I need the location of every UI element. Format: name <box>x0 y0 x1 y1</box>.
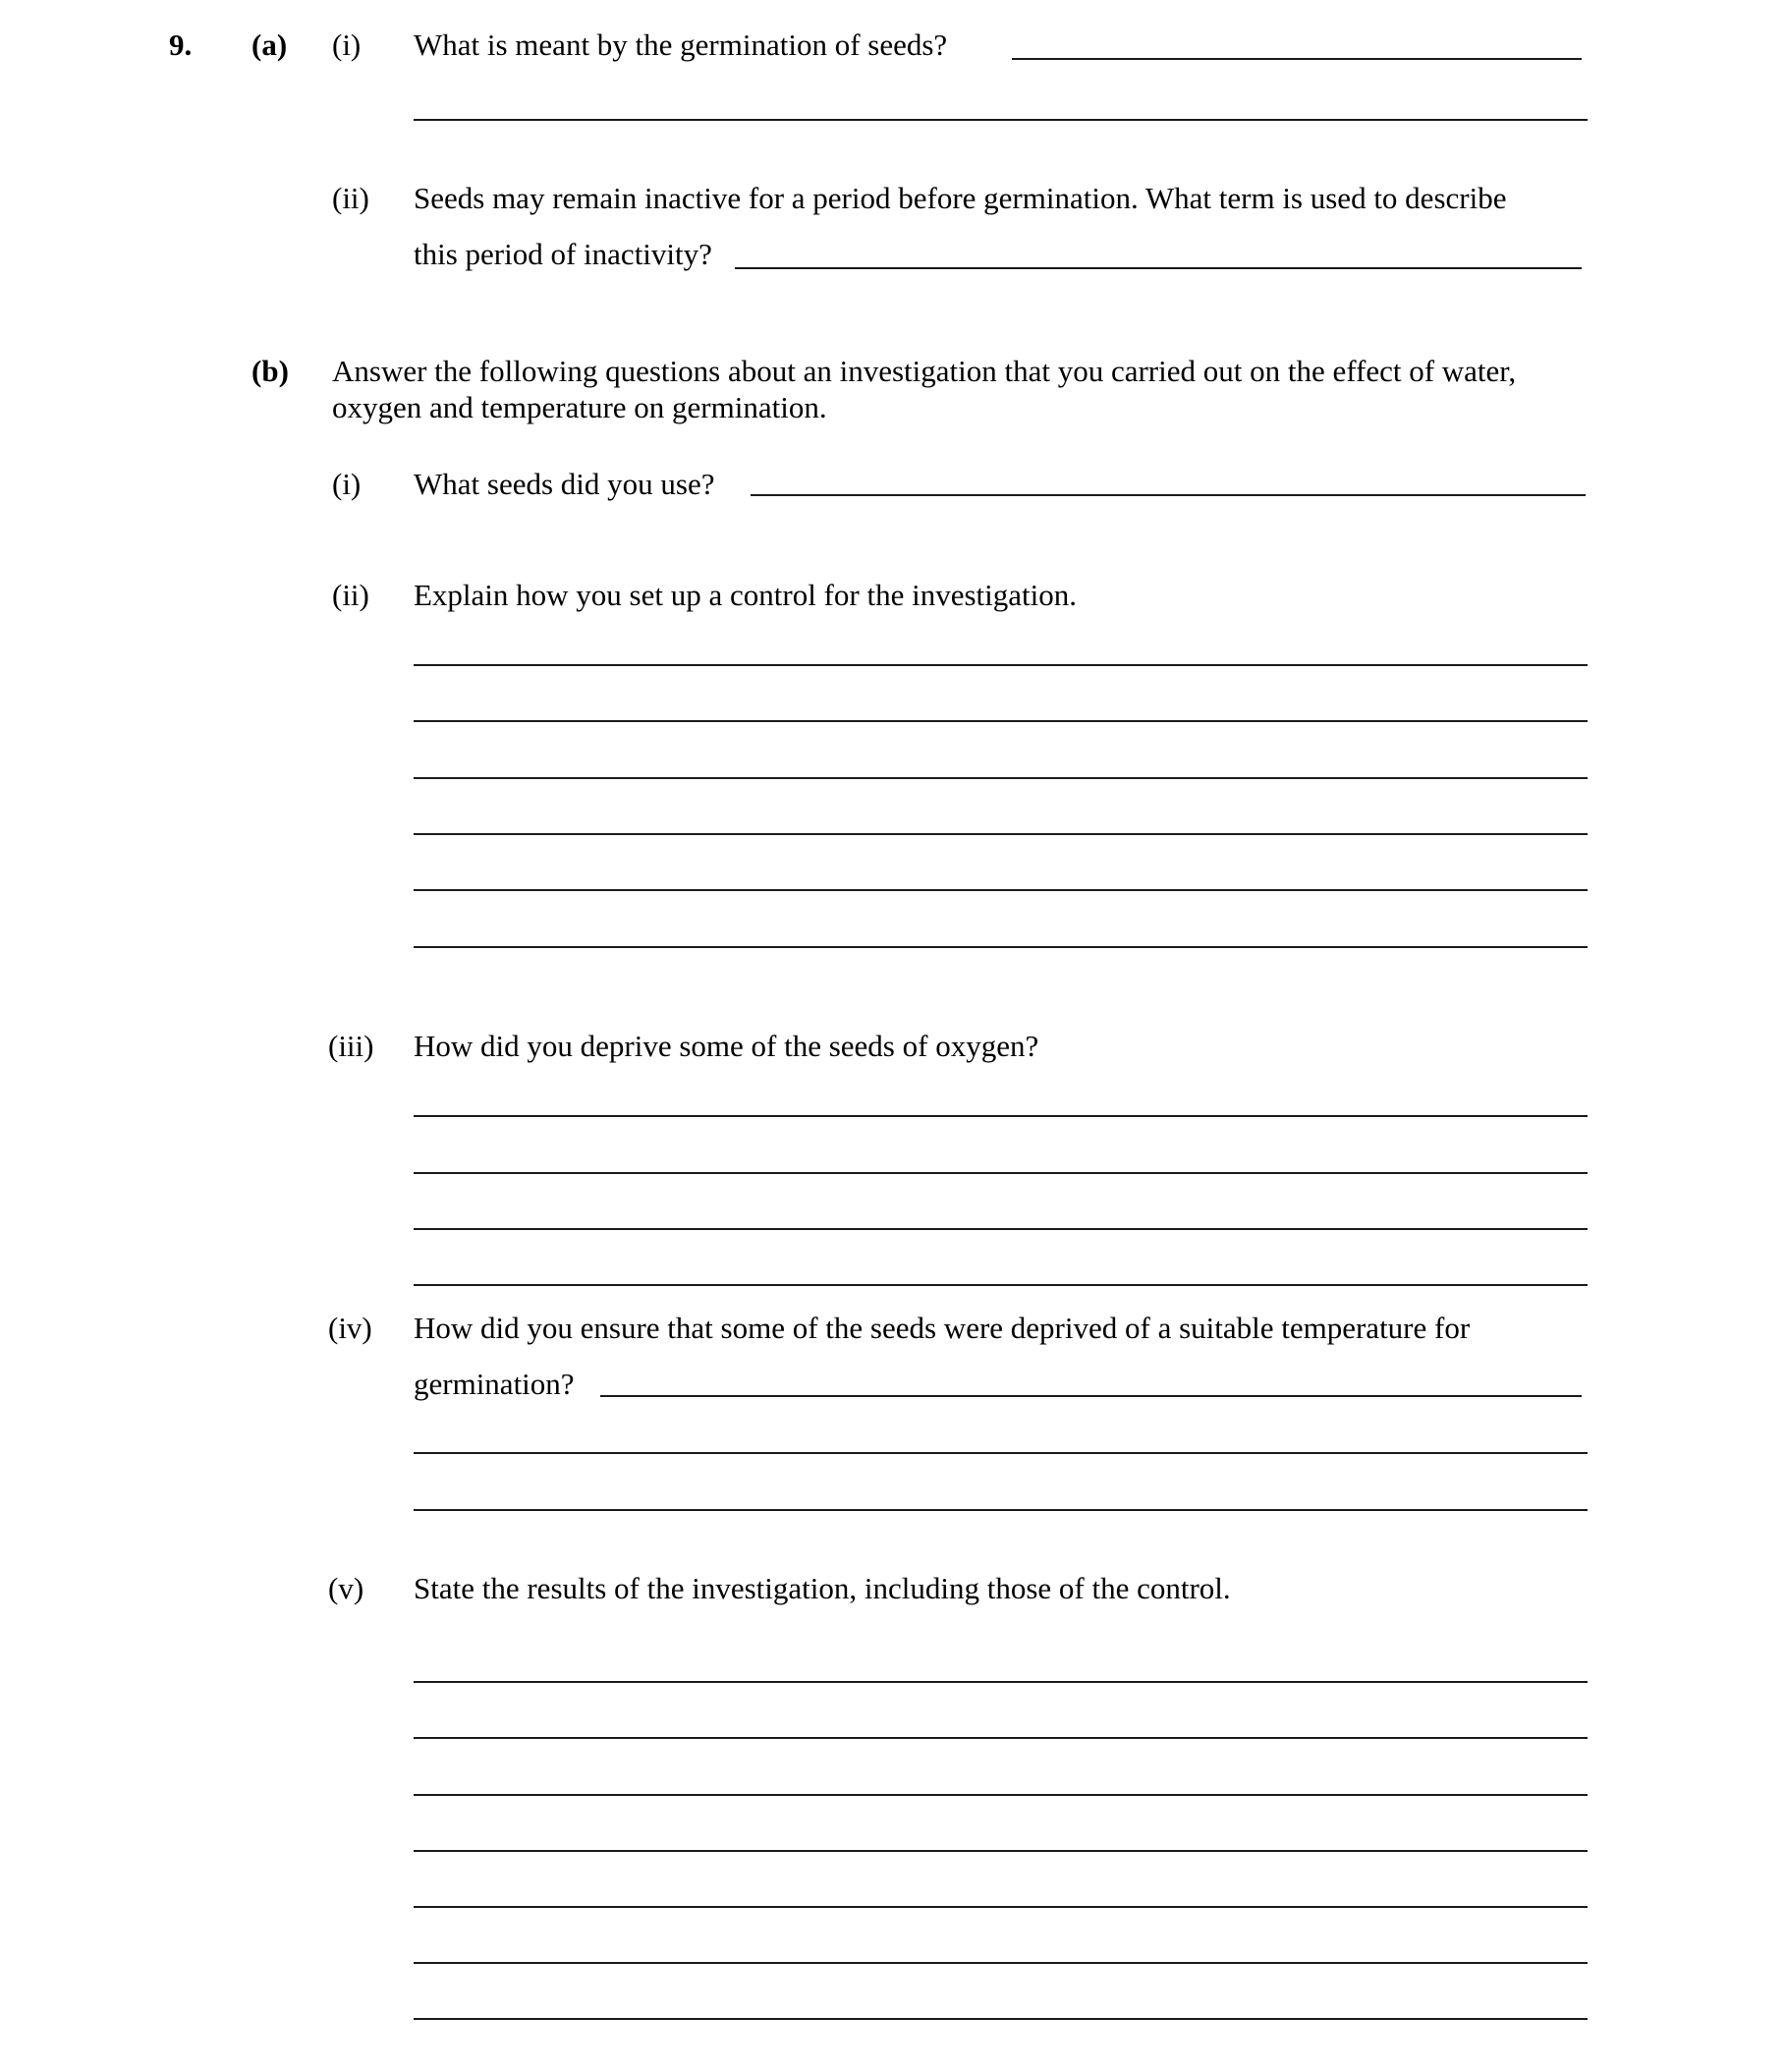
answer-line-b-iii-2[interactable] <box>414 1172 1588 1174</box>
answer-line-b-ii-3[interactable] <box>414 777 1588 779</box>
answer-line-b-ii-6[interactable] <box>414 946 1588 948</box>
answer-line-b-ii-1[interactable] <box>414 664 1588 666</box>
question-number: 9. <box>169 28 193 62</box>
part-b-label: (b) <box>251 354 289 388</box>
answer-line-b-ii-4[interactable] <box>414 833 1588 835</box>
part-b-iii-label: (iii) <box>328 1029 374 1063</box>
part-b-iv-label: (iv) <box>328 1311 372 1345</box>
answer-line-b-ii-5[interactable] <box>414 889 1588 891</box>
part-b-i-label: (i) <box>332 467 362 501</box>
answer-line-b-iv-inline[interactable] <box>600 1395 1582 1397</box>
part-a-i-label: (i) <box>332 28 362 62</box>
part-a-ii-question-line2: this period of inactivity? <box>414 237 712 271</box>
part-b-iii-question: How did you deprive some of the seeds of oxygen? <box>414 1029 1039 1063</box>
answer-line-a-i-inline[interactable] <box>1012 58 1582 60</box>
answer-line-b-v-3[interactable] <box>414 1794 1588 1796</box>
answer-line-a-ii-inline[interactable] <box>735 267 1582 269</box>
answer-line-b-ii-2[interactable] <box>414 720 1588 722</box>
part-b-iv-question-line1: How did you ensure that some of the seeds were deprived of a suitable temperature for <box>414 1311 1471 1345</box>
part-b-ii-label: (ii) <box>332 578 369 612</box>
part-a-label: (a) <box>251 28 288 62</box>
answer-line-b-v-4[interactable] <box>414 1850 1588 1852</box>
part-b-v-label: (v) <box>328 1571 364 1605</box>
answer-line-b-iv-2[interactable] <box>414 1452 1588 1454</box>
part-a-ii-question-line1: Seeds may remain inactive for a period before germination. What term is used to describe <box>414 181 1507 215</box>
part-b-iv-question-line2: germination? <box>414 1367 575 1401</box>
answer-line-b-iii-1[interactable] <box>414 1115 1588 1117</box>
part-a-i-question: What is meant by the germination of seeds? <box>414 28 948 62</box>
answer-line-b-iv-3[interactable] <box>414 1509 1588 1511</box>
part-b-v-question: State the results of the investigation, including those of the control. <box>414 1571 1231 1605</box>
answer-line-b-v-7[interactable] <box>414 2018 1588 2020</box>
answer-line-b-v-1[interactable] <box>414 1681 1588 1683</box>
part-b-intro-line1: Answer the following questions about an investigation that you carried out on the effect of water, <box>332 354 1517 388</box>
answer-line-b-iii-4[interactable] <box>414 1284 1588 1286</box>
answer-line-b-iii-3[interactable] <box>414 1228 1588 1230</box>
answer-line-b-v-6[interactable] <box>414 1962 1588 1964</box>
answer-line-b-v-2[interactable] <box>414 1737 1588 1739</box>
part-b-i-question: What seeds did you use? <box>414 467 715 501</box>
answer-line-b-i-inline[interactable] <box>751 494 1586 496</box>
part-b-ii-question: Explain how you set up a control for the investigation. <box>414 578 1077 612</box>
answer-line-b-v-5[interactable] <box>414 1906 1588 1908</box>
part-a-ii-label: (ii) <box>332 181 369 215</box>
answer-line-a-i-1[interactable] <box>414 119 1588 121</box>
part-b-intro-line2: oxygen and temperature on germination. <box>332 390 827 424</box>
